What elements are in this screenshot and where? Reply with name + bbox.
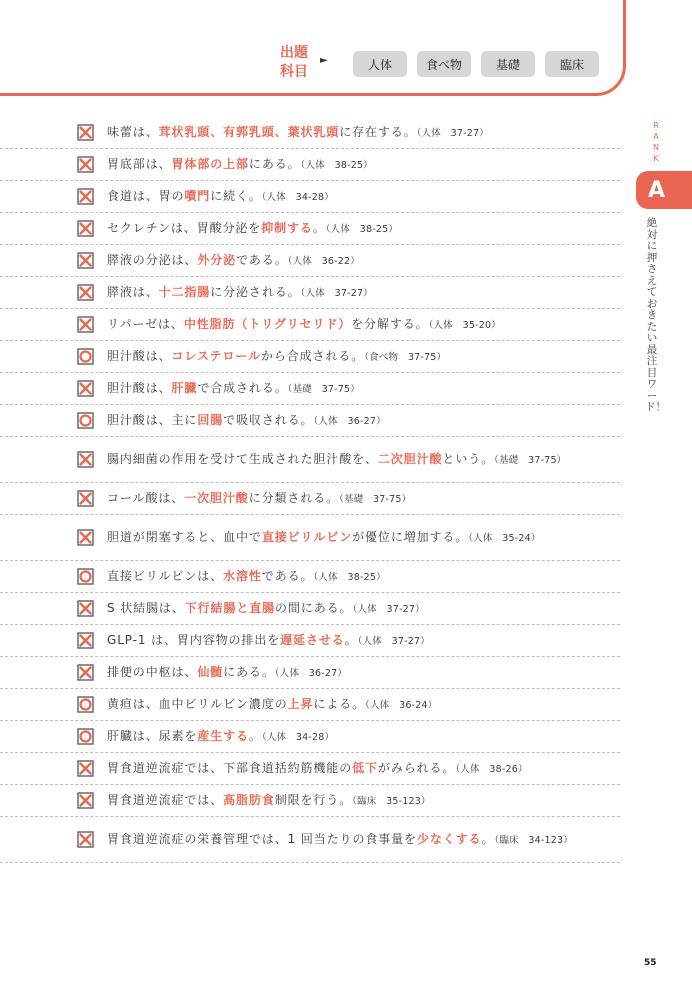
statement-text [107, 283, 619, 303]
exam-reference: （基礎 37-75） [287, 383, 360, 395]
keyword-highlight: 噴門 [184, 188, 211, 203]
keyword-highlight: 二次胆汁酸 [377, 451, 443, 466]
keyword-highlight: 直接ビリルビン [261, 529, 353, 544]
cross-mark-icon [77, 252, 94, 269]
circle-mark-icon [77, 348, 94, 365]
statement-fragment: で合成される。 [197, 380, 288, 395]
exam-reference: （人体 37-27） [300, 287, 373, 299]
statement-fragment: 膵液は、 [107, 284, 159, 299]
question-list [0, 117, 620, 863]
cross-mark-icon [77, 664, 94, 681]
statement-fragment: 。 [248, 728, 262, 743]
statement-fragment: を分解する。 [351, 316, 429, 331]
cross-mark-icon [77, 831, 94, 848]
exam-reference: （人体 34-28） [261, 731, 335, 743]
rank-letters: R A N K [653, 121, 659, 163]
statement-fragment: 胆汁酸は、 [107, 348, 172, 363]
cross-mark-icon [77, 529, 94, 546]
rank-subtitle: 絶対に押さえておきたい最注目ワード！ [645, 217, 666, 413]
statement-text [107, 759, 619, 779]
list-item [0, 753, 620, 785]
statement-fragment: 胃食道逆流症の栄養管理では、1 回当たりの食事量を [107, 831, 417, 846]
statement-fragment: 排便の中枢は、 [107, 664, 198, 679]
list-item [0, 785, 620, 817]
exam-reference: （食べ物 37-75） [364, 351, 447, 363]
cross-mark-icon [77, 451, 94, 468]
list-item [0, 515, 620, 561]
statement-text [107, 187, 619, 207]
keyword-highlight: 上昇 [287, 696, 314, 711]
list-item [0, 181, 620, 213]
cross-mark-icon [77, 792, 94, 809]
statement-fragment: 胆汁酸は、主に [107, 412, 198, 427]
statement-fragment: 腸内細菌の作用を受けて生成された胆汁酸を、 [107, 451, 378, 466]
statement-fragment: に分類される。 [248, 490, 339, 505]
cross-mark-icon [77, 490, 94, 507]
statement-text [107, 599, 619, 619]
exam-reference: （臨床 35-123） [352, 795, 431, 807]
exam-reference: （人体 38-25） [313, 571, 386, 583]
keyword-highlight: 胃体部の上部 [171, 156, 249, 171]
exam-reference: （人体 37-27） [357, 635, 430, 647]
keyword-highlight: 遅延させる [280, 632, 345, 647]
statement-fragment: に続く。 [210, 188, 262, 203]
list-item [0, 561, 620, 593]
statement-fragment: 胃食道逆流症では、下部食道括約筋機能の [107, 760, 353, 775]
list-item [0, 213, 620, 245]
statement-text [107, 830, 619, 850]
subject-tag-kiso: 基礎 [481, 51, 535, 77]
keyword-highlight: 高脂肪食 [223, 792, 275, 807]
statement-fragment: にある。 [223, 664, 275, 679]
exam-reference: （人体 38-25） [325, 223, 399, 235]
statement-fragment: 。 [312, 220, 326, 235]
statement-fragment: で吸収される。 [223, 412, 314, 427]
statement-fragment: 胃食道逆流症では、 [107, 792, 224, 807]
keyword-highlight: 産生する [197, 728, 249, 743]
keyword-highlight: 下行結腸と直腸 [184, 600, 276, 615]
exam-reference: （人体 37-27） [416, 127, 489, 139]
keyword-highlight: 茸状乳頭、有郭乳頭、葉状乳頭 [158, 124, 340, 139]
cross-mark-icon [77, 380, 94, 397]
statement-fragment: にある。 [248, 156, 301, 171]
exam-reference: （人体 38-26） [455, 763, 528, 775]
cross-mark-icon [77, 632, 94, 649]
cross-mark-icon [77, 600, 94, 617]
keyword-highlight: 少なくする [416, 831, 482, 846]
statement-text [107, 347, 619, 367]
statement-fragment: 胆汁酸は、 [107, 380, 172, 395]
keyword-highlight: 抑制する [261, 220, 313, 235]
subject-tag-tabemono: 食べ物 [417, 51, 471, 77]
subject-label-line2: 科目 [280, 64, 308, 80]
list-item [0, 593, 620, 625]
keyword-highlight: 肝臓 [171, 380, 198, 395]
list-item [0, 689, 620, 721]
list-item [0, 309, 620, 341]
statement-text [107, 489, 619, 509]
exam-reference: （基礎 37-75） [494, 454, 567, 466]
exam-reference: （人体 34-28） [261, 191, 334, 203]
statement-fragment: である。 [236, 252, 288, 267]
statement-fragment: である。 [261, 568, 314, 583]
statement-fragment: セクレチンは、胃酸分泌を [107, 220, 262, 235]
statement-text [107, 379, 619, 399]
list-item [0, 245, 620, 277]
statement-fragment: 制限を行う。 [274, 792, 353, 807]
cross-mark-icon [77, 124, 94, 141]
exam-reference: （基礎 37-75） [339, 493, 412, 505]
statement-fragment: 食道は、胃の [107, 188, 185, 203]
circle-mark-icon [77, 412, 94, 429]
cross-mark-icon [77, 188, 94, 205]
cross-mark-icon [77, 284, 94, 301]
list-item [0, 817, 620, 863]
exam-reference: （臨床 34-123） [494, 834, 573, 846]
keyword-highlight: 十二指腸 [158, 284, 211, 299]
statement-text [107, 567, 619, 587]
statement-text [107, 123, 619, 143]
statement-fragment: 直接ビリルビンは、 [107, 568, 224, 583]
circle-mark-icon [77, 568, 94, 585]
statement-fragment: に存在する。 [339, 124, 417, 139]
keyword-highlight: 水溶性 [223, 568, 262, 583]
statement-fragment: がみられる。 [377, 760, 456, 775]
keyword-highlight: 一次胆汁酸 [184, 490, 249, 505]
exam-reference: （人体 37-27） [352, 603, 425, 615]
triangle-arrow-icon: ► [320, 55, 328, 66]
statement-fragment: 胆道が閉塞すると、血中で [107, 529, 262, 544]
statement-fragment: 。 [481, 831, 495, 846]
statement-fragment: が優位に増加する。 [352, 529, 469, 544]
list-item [0, 483, 620, 515]
list-item [0, 341, 620, 373]
statement-text [107, 155, 619, 175]
exam-reference: （人体 36-27） [313, 415, 386, 427]
list-item [0, 721, 620, 753]
keyword-highlight: 低下 [352, 760, 378, 775]
statement-text [107, 727, 619, 747]
keyword-highlight: コレステロール [171, 348, 261, 363]
cross-mark-icon [77, 760, 94, 777]
exam-reference: （人体 35-20） [428, 319, 501, 331]
statement-text [107, 663, 619, 683]
cross-mark-icon [77, 316, 94, 333]
statement-fragment: 。 [344, 632, 358, 647]
statement-fragment: による。 [313, 696, 366, 711]
statement-text [107, 219, 619, 239]
statement-fragment: 黄疸は、血中ビリルビン濃度の [107, 696, 288, 711]
statement-fragment: 肝臓は、尿素を [107, 728, 198, 743]
keyword-highlight: 回腸 [197, 412, 224, 427]
list-item [0, 117, 620, 149]
exam-reference: （人体 35-24） [468, 532, 541, 544]
subject-tag-jintai: 人体 [353, 51, 407, 77]
statement-fragment: の間にある。 [275, 600, 353, 615]
exam-reference: （人体 36-22） [287, 255, 360, 267]
statement-text [107, 528, 619, 548]
exam-reference: （人体 38-25） [300, 159, 373, 171]
keyword-highlight: 仙髄 [197, 664, 224, 679]
list-item [0, 657, 620, 689]
subject-label [274, 44, 314, 82]
circle-mark-icon [77, 728, 94, 745]
cross-mark-icon [77, 220, 94, 237]
list-item [0, 625, 620, 657]
page-number: 55 [644, 958, 657, 968]
statement-fragment: GLP-1 は、胃内容物の排出を [107, 632, 281, 647]
keyword-highlight: 外分泌 [197, 252, 237, 267]
list-item [0, 277, 620, 309]
list-item [0, 373, 620, 405]
statement-fragment: 胃底部は、 [107, 156, 172, 171]
list-item [0, 149, 620, 181]
statement-fragment: S 状結腸は、 [107, 600, 185, 615]
statement-fragment: 膵液の分泌は、 [107, 252, 198, 267]
statement-text [107, 631, 619, 651]
statement-fragment: 味蕾は、 [107, 124, 159, 139]
statement-fragment: に分泌される。 [210, 284, 301, 299]
subject-tag-rinsho: 臨床 [545, 51, 599, 77]
statement-text [107, 695, 619, 715]
statement-text [107, 251, 619, 271]
keyword-highlight: 中性脂肪（トリグリセリド） [183, 316, 352, 331]
exam-reference: （人体 36-24） [365, 699, 438, 711]
cross-mark-icon [77, 156, 94, 173]
statement-fragment: リパーゼは、 [107, 316, 184, 331]
circle-mark-icon [77, 696, 94, 713]
list-item [0, 405, 620, 437]
statement-text [107, 450, 619, 470]
rank-grade-badge: A [636, 171, 692, 209]
statement-text [107, 315, 619, 335]
statement-text [107, 791, 619, 811]
statement-text [107, 411, 619, 431]
exam-reference: （人体 36-27） [274, 667, 348, 679]
statement-fragment: という。 [442, 451, 495, 466]
subject-label-line1: 出題 [280, 45, 308, 61]
statement-fragment: から合成される。 [260, 348, 365, 363]
statement-fragment: コール酸は、 [107, 490, 185, 505]
list-item [0, 437, 620, 483]
rank-label [650, 120, 662, 164]
